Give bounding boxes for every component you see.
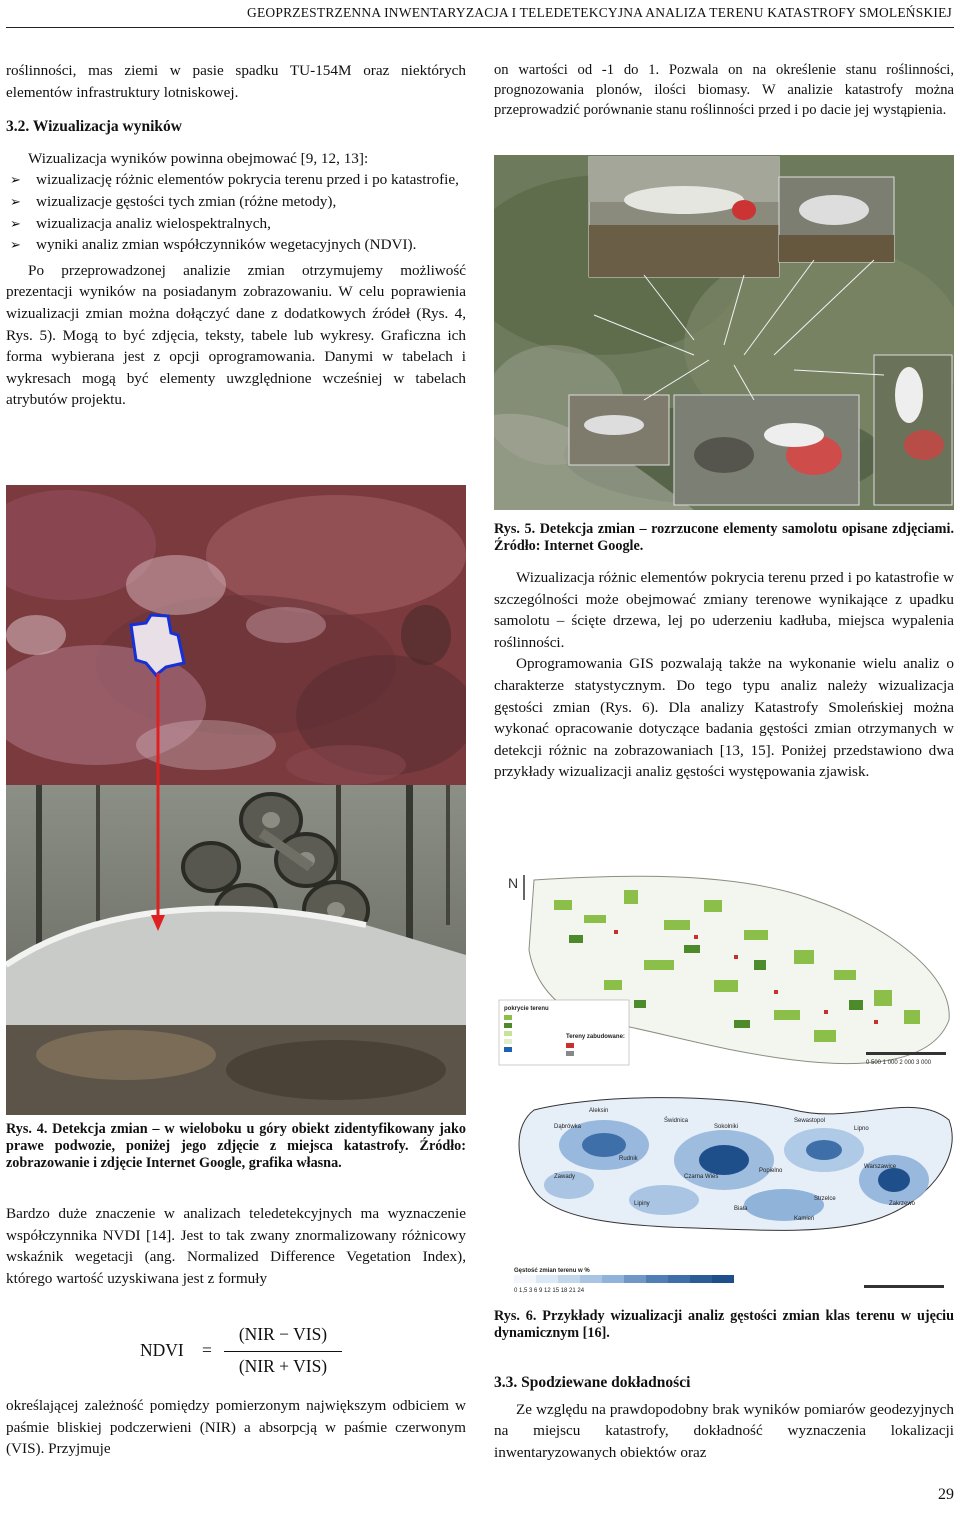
place-label: Lipno bbox=[854, 1126, 869, 1132]
place-label: Sokolniki bbox=[714, 1124, 739, 1130]
wreck-part bbox=[694, 437, 754, 473]
figure-6-svg bbox=[494, 860, 954, 1305]
ndvi-formula bbox=[140, 1318, 400, 1388]
place-label: Sewastopol bbox=[794, 1118, 826, 1124]
place-label: Aleksin bbox=[589, 1108, 609, 1114]
wreck-part bbox=[799, 195, 869, 225]
intro-paragraph: roślinności, mas ziemi w pasie spadku TU-154M oraz niektórych elementów infrastruktury lotniskowej. bbox=[6, 62, 466, 101]
right-paragraph-2: Wizualizacja różnic elementów pokrycia terenu przed i po katastrofie w szczególności może obejmować zmiany terenowe wynikające z upadku samolotu – ścięte drzewa, lej po uderzeniu kadłuba, miejsca wypalenia roślinności. bbox=[494, 569, 954, 651]
place-label: Świdnica bbox=[664, 1118, 689, 1124]
formula-lhs: NDVI bbox=[140, 1340, 184, 1360]
right-paragraph-1: on wartości od -1 do 1. Pozwala on na określenie stanu roślinności, prognozowania plonów, ilości biomasy. W analizie katastrofy można przeprowadzić porównanie stanu roślinności przed i po dacie jej wystąpienia. bbox=[494, 62, 954, 118]
paragraph-3: Bardzo duże znaczenie w analizach teledetekcyjnych ma wyznaczenie współczynnika NVDI [14]. Jest to tak zwany znormalizowany różnicowy wskaźnik wegetacji (ang. Normalized Difference Vegetation Index), którego wartość uzyskiwana jest z formuły bbox=[6, 1205, 466, 1287]
place-label: Lipiny bbox=[634, 1201, 650, 1207]
section-intro: Wizualizacja wyników powinna obejmować [9, 12, 13]: bbox=[28, 149, 369, 167]
wreck-part bbox=[732, 200, 756, 220]
header-rule bbox=[6, 27, 954, 28]
fraction-bar bbox=[224, 1351, 342, 1352]
figure-5-svg bbox=[494, 155, 954, 510]
paragraph-2: Po przeprowadzonej analizie zmian otrzymujemy możliwość prezentacji wyników na posiadanym zobrazowaniu. W celu poprawienia wizualizacji zmian można dołączyć dane z dodatkowych źródeł (Rys. 4, Rys. 5). Mogą to być zdjęcia, teksty, tabele lub wykresy. Graficzna ich forma wybierana jest z opcji oprogramowania. Danymi w tabelach i wykresach mogą być elementy uwzględnione wcześniej w tabelach atrybutów projektu. bbox=[6, 261, 466, 409]
photo-ground bbox=[779, 235, 894, 262]
place-label: Rudnik bbox=[619, 1156, 638, 1162]
place-label: Warszawice bbox=[864, 1164, 897, 1170]
figure-6-caption: Rys. 6. Przykłady wizualizacji analiz gęstości zmian klas terenu w ujęciu dynamicznym [16]. bbox=[494, 1308, 954, 1341]
bullet-item: ➢ wizualizacja analiz wielospektralnych, bbox=[6, 213, 466, 235]
map-1-scale: 0 500 1 000 2 000 3 000 bbox=[866, 1060, 932, 1066]
place-label: Strzelce bbox=[814, 1196, 836, 1202]
legend-title-2: Tereny zabudowane: bbox=[566, 1034, 625, 1040]
density-color-ramp bbox=[514, 1275, 734, 1283]
paragraph-4: określającej zależność pomiędzy pomierzonym największym odbiciem w paśmie bliskiej podczerwieni (NIR) a absorpcją w paśmie czerwonym (VIS). Przyjmuje bbox=[6, 1397, 466, 1458]
scale-bar bbox=[864, 1285, 944, 1288]
wreck-part bbox=[895, 367, 923, 423]
density-legend-scale: 0 1,5 3 6 9 12 15 18 21 24 bbox=[514, 1288, 585, 1294]
figure-4-image bbox=[6, 485, 466, 1115]
wreck-part bbox=[624, 186, 744, 214]
right-column-bottom bbox=[494, 1372, 954, 1463]
left-column-bottom bbox=[6, 1203, 466, 1289]
debris-patch bbox=[226, 1040, 446, 1100]
photo-ground bbox=[589, 225, 779, 277]
figure-4-caption: Rys. 4. Detekcja zmian – w wieloboku u góry obiekt zidentyfikowany jako prawe podwozie, poniżej jego zdjęcie z miejsca katastrofy. Źródło: zobrazowanie i zdjęcie Internet Google, grafika własna. bbox=[6, 1121, 466, 1171]
bullet-item: ➢ wizualizacje gęstości tych zmian (różne metody), bbox=[6, 191, 466, 213]
right-paragraph-3: Oprogramowania GIS pozwalają także na wykonanie wielu analiz o charakterze statystycznym. Do tego typu analiz należy wizualizacja gęstości zmian (Rys. 6). Dla analizy Katastrofy Smoleńskiej można wykonać opracowanie dotyczące badania gęstości zmian otrzymanych w detekcji różnic na zobrazowaniach [13, 15]. Poniżej przedstawiono dwa przykłady wizualizacji analiz gęstości występowania zjawisk. bbox=[494, 655, 954, 781]
figure-6-image bbox=[494, 860, 954, 1305]
running-header: GEOPRZESTRZENNA INWENTARYZACJA I TELEDETEKCYJNA ANALIZA TERENU KATASTROFY SMOLEŃSKIEJ bbox=[247, 5, 952, 20]
arrowhead-bullet-icon: ➢ bbox=[10, 193, 21, 209]
formula-equals: = bbox=[202, 1340, 212, 1360]
place-label: Dąbrówka bbox=[554, 1124, 582, 1130]
north-arrow-icon: N bbox=[508, 875, 519, 891]
left-column-end bbox=[6, 1395, 466, 1460]
page-number: 29 bbox=[938, 1486, 954, 1503]
formula-numerator: (NIR − VIS) bbox=[238, 1324, 328, 1344]
section-heading-3-3: 3.3. Spodziewane dokładności bbox=[494, 1374, 691, 1391]
place-label: Zakrzewo bbox=[889, 1201, 916, 1207]
place-label: Zawady bbox=[554, 1174, 576, 1180]
bullet-list bbox=[6, 169, 466, 255]
wreck-part bbox=[904, 430, 944, 460]
wreck-part bbox=[764, 423, 824, 447]
formula-denominator: (NIR + VIS) bbox=[238, 1356, 328, 1376]
place-label: Popielno bbox=[759, 1168, 783, 1174]
right-column-mid bbox=[494, 567, 954, 783]
section-heading-3-2: 3.2. Wizualizacja wyników bbox=[6, 118, 182, 136]
figure-5-image bbox=[494, 155, 954, 510]
right-column-top bbox=[494, 60, 954, 120]
bullet-item: ➢ wizualizację różnic elementów pokrycia terenu przed i po katastrofie, bbox=[6, 169, 466, 191]
right-paragraph-4: Ze względu na prawdopodobny brak wyników pomiarów geodezyjnych na miejscu katastrofy, dokładność wyznaczenia lokalizacji inwentaryzowanych obiektów oraz bbox=[494, 1400, 954, 1461]
legend-title-1: pokrycie terenu bbox=[504, 1006, 549, 1012]
debris-patch bbox=[36, 1030, 216, 1080]
arrowhead-bullet-icon: ➢ bbox=[10, 172, 21, 188]
left-column-top bbox=[6, 60, 466, 411]
bullet-item: ➢ wyniki analiz zmian współczynników wegetacyjnych (NDVI). bbox=[6, 234, 466, 256]
figure-4-svg bbox=[6, 485, 466, 1115]
place-label: Kamień bbox=[794, 1216, 815, 1222]
arrowhead-bullet-icon: ➢ bbox=[10, 215, 21, 231]
place-label: Czarna Wieś bbox=[684, 1174, 719, 1180]
wreck-part bbox=[584, 415, 644, 435]
density-legend-title: Gęstość zmian terenu w % bbox=[514, 1268, 590, 1274]
place-label: Biała bbox=[734, 1206, 748, 1212]
scale-bar bbox=[866, 1052, 946, 1055]
figure-5-caption: Rys. 5. Detekcja zmian – rozrzucone elementy samolotu opisane zdjęciami. Źródło: Internet Google. bbox=[494, 521, 954, 554]
arrowhead-bullet-icon: ➢ bbox=[10, 237, 21, 253]
